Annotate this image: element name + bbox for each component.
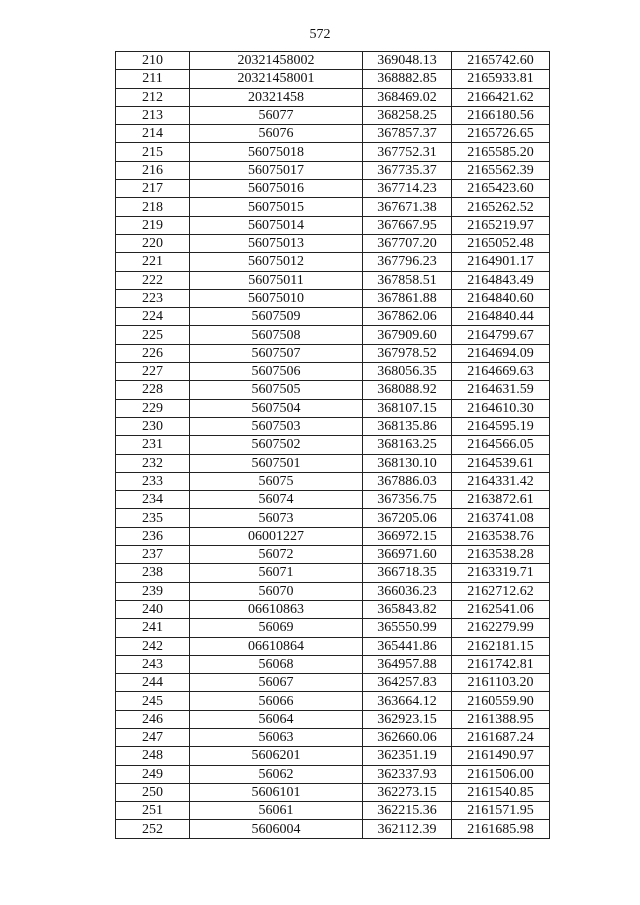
- x-coordinate-cell: 366972.15: [363, 527, 452, 545]
- row-number-cell: 218: [116, 198, 190, 216]
- x-coordinate-cell: 365441.86: [363, 637, 452, 655]
- x-coordinate-cell: 368056.35: [363, 363, 452, 381]
- point-id-cell: 5606004: [190, 820, 363, 838]
- row-number-cell: 228: [116, 381, 190, 399]
- y-coordinate-cell: 2161506.00: [452, 765, 550, 783]
- point-id-cell: 56075014: [190, 216, 363, 234]
- row-number-cell: 237: [116, 546, 190, 564]
- table-row: [116, 326, 550, 344]
- row-number-cell: 241: [116, 619, 190, 637]
- x-coordinate-cell: 364957.88: [363, 655, 452, 673]
- point-id-cell: 56071: [190, 564, 363, 582]
- y-coordinate-cell: 2162541.06: [452, 600, 550, 618]
- row-number-cell: 244: [116, 674, 190, 692]
- row-number-cell: 217: [116, 180, 190, 198]
- row-number-cell: 247: [116, 728, 190, 746]
- x-coordinate-cell: 366036.23: [363, 582, 452, 600]
- row-number-cell: 250: [116, 783, 190, 801]
- point-id-cell: 56074: [190, 491, 363, 509]
- row-number-cell: 232: [116, 454, 190, 472]
- x-coordinate-cell: 367707.20: [363, 234, 452, 252]
- y-coordinate-cell: 2165933.81: [452, 70, 550, 88]
- row-number-cell: 249: [116, 765, 190, 783]
- row-number-cell: 216: [116, 161, 190, 179]
- y-coordinate-cell: 2164669.63: [452, 363, 550, 381]
- x-coordinate-cell: 368130.10: [363, 454, 452, 472]
- table-row: [116, 125, 550, 143]
- table-row: [116, 582, 550, 600]
- point-id-cell: 06610864: [190, 637, 363, 655]
- table-row: [116, 527, 550, 545]
- x-coordinate-cell: 362351.19: [363, 747, 452, 765]
- point-id-cell: 20321458001: [190, 70, 363, 88]
- x-coordinate-cell: 368882.85: [363, 70, 452, 88]
- y-coordinate-cell: 2161103.20: [452, 674, 550, 692]
- table-row: [116, 655, 550, 673]
- x-coordinate-cell: 367857.37: [363, 125, 452, 143]
- x-coordinate-cell: 362923.15: [363, 710, 452, 728]
- table-row: [116, 143, 550, 161]
- table-row: [116, 417, 550, 435]
- table-row: [116, 363, 550, 381]
- table-row: [116, 216, 550, 234]
- x-coordinate-cell: 367909.60: [363, 326, 452, 344]
- point-id-cell: 56063: [190, 728, 363, 746]
- point-id-cell: 5607508: [190, 326, 363, 344]
- table-row: [116, 454, 550, 472]
- table-row: [116, 564, 550, 582]
- y-coordinate-cell: 2161571.95: [452, 802, 550, 820]
- row-number-cell: 238: [116, 564, 190, 582]
- y-coordinate-cell: 2161540.85: [452, 783, 550, 801]
- y-coordinate-cell: 2165742.60: [452, 52, 550, 70]
- row-number-cell: 211: [116, 70, 190, 88]
- table-row: [116, 344, 550, 362]
- x-coordinate-cell: 362660.06: [363, 728, 452, 746]
- row-number-cell: 229: [116, 399, 190, 417]
- row-number-cell: 235: [116, 509, 190, 527]
- y-coordinate-cell: 2164631.59: [452, 381, 550, 399]
- table-row: [116, 271, 550, 289]
- x-coordinate-cell: 365550.99: [363, 619, 452, 637]
- y-coordinate-cell: 2161687.24: [452, 728, 550, 746]
- point-id-cell: 5606101: [190, 783, 363, 801]
- y-coordinate-cell: 2161490.97: [452, 747, 550, 765]
- point-id-cell: 5607503: [190, 417, 363, 435]
- y-coordinate-cell: 2164610.30: [452, 399, 550, 417]
- point-id-cell: 06610863: [190, 600, 363, 618]
- row-number-cell: 222: [116, 271, 190, 289]
- point-id-cell: 56075: [190, 472, 363, 490]
- x-coordinate-cell: 366971.60: [363, 546, 452, 564]
- x-coordinate-cell: 369048.13: [363, 52, 452, 70]
- point-id-cell: 56066: [190, 692, 363, 710]
- x-coordinate-cell: 363664.12: [363, 692, 452, 710]
- row-number-cell: 227: [116, 363, 190, 381]
- page-number: 572: [309, 27, 331, 42]
- row-number-cell: 243: [116, 655, 190, 673]
- y-coordinate-cell: 2165585.20: [452, 143, 550, 161]
- row-number-cell: 219: [116, 216, 190, 234]
- point-id-cell: 56061: [190, 802, 363, 820]
- table-row: [116, 820, 550, 838]
- y-coordinate-cell: 2164566.05: [452, 436, 550, 454]
- y-coordinate-cell: 2163538.76: [452, 527, 550, 545]
- point-id-cell: 5606201: [190, 747, 363, 765]
- table-row: [116, 253, 550, 271]
- row-number-cell: 231: [116, 436, 190, 454]
- x-coordinate-cell: 362273.15: [363, 783, 452, 801]
- x-coordinate-cell: 368469.02: [363, 88, 452, 106]
- table-row: [116, 289, 550, 307]
- row-number-cell: 214: [116, 125, 190, 143]
- table-row: [116, 765, 550, 783]
- table-row: [116, 600, 550, 618]
- y-coordinate-cell: 2162279.99: [452, 619, 550, 637]
- x-coordinate-cell: 362337.93: [363, 765, 452, 783]
- point-id-cell: 56075015: [190, 198, 363, 216]
- point-id-cell: 20321458: [190, 88, 363, 106]
- table-row: [116, 436, 550, 454]
- row-number-cell: 236: [116, 527, 190, 545]
- row-number-cell: 210: [116, 52, 190, 70]
- x-coordinate-cell: 367752.31: [363, 143, 452, 161]
- x-coordinate-cell: 362215.36: [363, 802, 452, 820]
- table-row: [116, 161, 550, 179]
- point-id-cell: 56075012: [190, 253, 363, 271]
- table-row: [116, 637, 550, 655]
- x-coordinate-cell: 364257.83: [363, 674, 452, 692]
- point-id-cell: 06001227: [190, 527, 363, 545]
- table-row: [116, 381, 550, 399]
- x-coordinate-cell: 367861.88: [363, 289, 452, 307]
- table-row: [116, 619, 550, 637]
- point-id-cell: 5607509: [190, 308, 363, 326]
- y-coordinate-cell: 2163872.61: [452, 491, 550, 509]
- table-row: [116, 70, 550, 88]
- row-number-cell: 221: [116, 253, 190, 271]
- point-id-cell: 56062: [190, 765, 363, 783]
- row-number-cell: 230: [116, 417, 190, 435]
- table-row: [116, 674, 550, 692]
- y-coordinate-cell: 2164901.17: [452, 253, 550, 271]
- point-id-cell: 56075010: [190, 289, 363, 307]
- y-coordinate-cell: 2164539.61: [452, 454, 550, 472]
- coordinates-table-body: [116, 52, 550, 839]
- point-id-cell: 56075011: [190, 271, 363, 289]
- point-id-cell: 5607505: [190, 381, 363, 399]
- row-number-cell: 248: [116, 747, 190, 765]
- x-coordinate-cell: 368258.25: [363, 106, 452, 124]
- y-coordinate-cell: 2163741.08: [452, 509, 550, 527]
- y-coordinate-cell: 2165262.52: [452, 198, 550, 216]
- x-coordinate-cell: 368107.15: [363, 399, 452, 417]
- point-id-cell: 5607502: [190, 436, 363, 454]
- point-id-cell: 56070: [190, 582, 363, 600]
- y-coordinate-cell: 2164799.67: [452, 326, 550, 344]
- x-coordinate-cell: 367886.03: [363, 472, 452, 490]
- row-number-cell: 213: [116, 106, 190, 124]
- row-number-cell: 212: [116, 88, 190, 106]
- x-coordinate-cell: 365843.82: [363, 600, 452, 618]
- x-coordinate-cell: 366718.35: [363, 564, 452, 582]
- row-number-cell: 233: [116, 472, 190, 490]
- point-id-cell: 5607506: [190, 363, 363, 381]
- y-coordinate-cell: 2165219.97: [452, 216, 550, 234]
- point-id-cell: 56075018: [190, 143, 363, 161]
- point-id-cell: 56068: [190, 655, 363, 673]
- x-coordinate-cell: 362112.39: [363, 820, 452, 838]
- x-coordinate-cell: 367978.52: [363, 344, 452, 362]
- row-number-cell: 251: [116, 802, 190, 820]
- table-row: [116, 106, 550, 124]
- table-row: [116, 747, 550, 765]
- y-coordinate-cell: 2161742.81: [452, 655, 550, 673]
- x-coordinate-cell: 367862.06: [363, 308, 452, 326]
- point-id-cell: 56073: [190, 509, 363, 527]
- table-row: [116, 234, 550, 252]
- y-coordinate-cell: 2166180.56: [452, 106, 550, 124]
- table-row: [116, 52, 550, 70]
- table-row: [116, 783, 550, 801]
- y-coordinate-cell: 2164595.19: [452, 417, 550, 435]
- x-coordinate-cell: 367671.38: [363, 198, 452, 216]
- table-row: [116, 802, 550, 820]
- x-coordinate-cell: 368135.86: [363, 417, 452, 435]
- y-coordinate-cell: 2164840.44: [452, 308, 550, 326]
- table-row: [116, 308, 550, 326]
- y-coordinate-cell: 2165726.65: [452, 125, 550, 143]
- y-coordinate-cell: 2162712.62: [452, 582, 550, 600]
- row-number-cell: 215: [116, 143, 190, 161]
- y-coordinate-cell: 2165423.60: [452, 180, 550, 198]
- row-number-cell: 240: [116, 600, 190, 618]
- y-coordinate-cell: 2162181.15: [452, 637, 550, 655]
- table-row: [116, 546, 550, 564]
- table-row: [116, 88, 550, 106]
- point-id-cell: 5607504: [190, 399, 363, 417]
- table-row: [116, 692, 550, 710]
- y-coordinate-cell: 2164843.49: [452, 271, 550, 289]
- row-number-cell: 224: [116, 308, 190, 326]
- row-number-cell: 226: [116, 344, 190, 362]
- row-number-cell: 252: [116, 820, 190, 838]
- table-row: [116, 491, 550, 509]
- table-row: [116, 198, 550, 216]
- point-id-cell: 5607507: [190, 344, 363, 362]
- row-number-cell: 223: [116, 289, 190, 307]
- point-id-cell: 56075017: [190, 161, 363, 179]
- x-coordinate-cell: 368163.25: [363, 436, 452, 454]
- coordinates-table: [115, 51, 550, 839]
- point-id-cell: 56076: [190, 125, 363, 143]
- table-row: [116, 472, 550, 490]
- x-coordinate-cell: 367714.23: [363, 180, 452, 198]
- row-number-cell: 245: [116, 692, 190, 710]
- row-number-cell: 225: [116, 326, 190, 344]
- row-number-cell: 239: [116, 582, 190, 600]
- table-row: [116, 180, 550, 198]
- x-coordinate-cell: 367858.51: [363, 271, 452, 289]
- point-id-cell: 56069: [190, 619, 363, 637]
- point-id-cell: 56075013: [190, 234, 363, 252]
- y-coordinate-cell: 2165562.39: [452, 161, 550, 179]
- point-id-cell: 5607501: [190, 454, 363, 472]
- point-id-cell: 56072: [190, 546, 363, 564]
- row-number-cell: 234: [116, 491, 190, 509]
- y-coordinate-cell: 2161685.98: [452, 820, 550, 838]
- table-row: [116, 399, 550, 417]
- row-number-cell: 220: [116, 234, 190, 252]
- point-id-cell: 56064: [190, 710, 363, 728]
- x-coordinate-cell: 367796.23: [363, 253, 452, 271]
- point-id-cell: 20321458002: [190, 52, 363, 70]
- y-coordinate-cell: 2160559.90: [452, 692, 550, 710]
- table-row: [116, 710, 550, 728]
- table-row: [116, 728, 550, 746]
- y-coordinate-cell: 2164331.42: [452, 472, 550, 490]
- row-number-cell: 246: [116, 710, 190, 728]
- x-coordinate-cell: 367356.75: [363, 491, 452, 509]
- y-coordinate-cell: 2165052.48: [452, 234, 550, 252]
- table-row: [116, 509, 550, 527]
- row-number-cell: 242: [116, 637, 190, 655]
- x-coordinate-cell: 367205.06: [363, 509, 452, 527]
- y-coordinate-cell: 2166421.62: [452, 88, 550, 106]
- point-id-cell: 56067: [190, 674, 363, 692]
- point-id-cell: 56075016: [190, 180, 363, 198]
- x-coordinate-cell: 367667.95: [363, 216, 452, 234]
- point-id-cell: 56077: [190, 106, 363, 124]
- y-coordinate-cell: 2164840.60: [452, 289, 550, 307]
- y-coordinate-cell: 2161388.95: [452, 710, 550, 728]
- x-coordinate-cell: 367735.37: [363, 161, 452, 179]
- x-coordinate-cell: 368088.92: [363, 381, 452, 399]
- y-coordinate-cell: 2163319.71: [452, 564, 550, 582]
- y-coordinate-cell: 2163538.28: [452, 546, 550, 564]
- y-coordinate-cell: 2164694.09: [452, 344, 550, 362]
